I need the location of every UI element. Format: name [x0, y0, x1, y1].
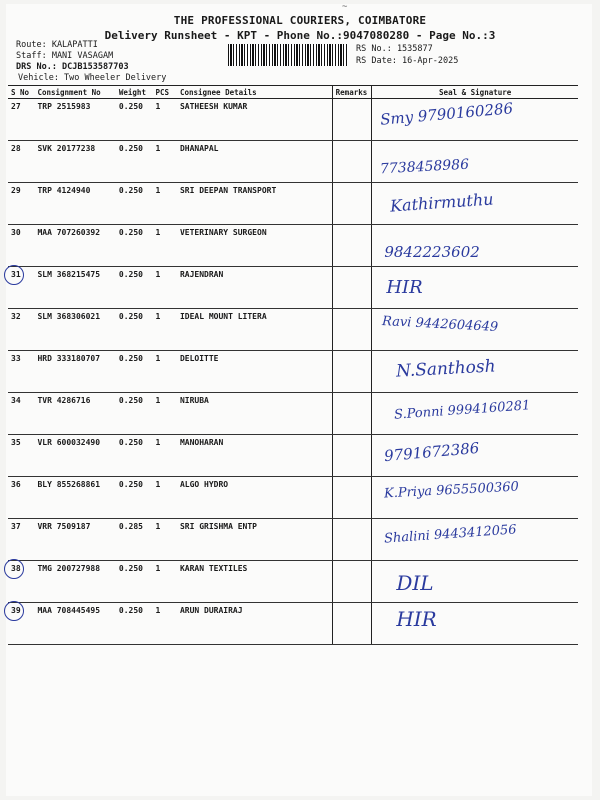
- row-weight: 0.250: [116, 225, 153, 267]
- signature: Kathirmuthu: [389, 189, 495, 216]
- row-consignee: ALGO HYDRO: [177, 477, 332, 519]
- row-sno: 32: [8, 309, 34, 351]
- row-sno: 33: [8, 351, 34, 393]
- row-sno: [8, 267, 34, 309]
- row-signature-cell: [372, 225, 578, 267]
- row-consignment: VLR 600032490: [34, 435, 115, 477]
- col-pcs: PCS: [153, 86, 177, 99]
- row-pcs: 1: [153, 309, 177, 351]
- row-pcs: 1: [153, 267, 177, 309]
- table-row: [8, 351, 578, 393]
- row-pcs: 1: [153, 603, 177, 645]
- row-pcs: 1: [153, 141, 177, 183]
- row-remarks: [332, 309, 372, 351]
- row-pcs: 1: [153, 393, 177, 435]
- row-weight: 0.250: [116, 393, 153, 435]
- row-weight: 0.250: [116, 603, 153, 645]
- row-sno: 34: [8, 393, 34, 435]
- row-remarks: [332, 519, 372, 561]
- row-consignment: TMG 200727988: [34, 561, 115, 603]
- row-consignee: VETERINARY SURGEON: [177, 225, 332, 267]
- signature: 7738458986: [379, 156, 470, 178]
- row-signature-cell: [372, 561, 578, 603]
- row-consignee: SRI GRISHMA ENTP: [177, 519, 332, 561]
- circle-mark-icon: [4, 265, 24, 285]
- row-consignee: ARUN DURAIRAJ: [177, 603, 332, 645]
- row-consignee: DHANAPAL: [177, 141, 332, 183]
- signature: 9842223602: [384, 243, 480, 261]
- row-pcs: 1: [153, 99, 177, 141]
- row-consignee: RAJENDRAN: [177, 267, 332, 309]
- row-pcs: 1: [153, 183, 177, 225]
- table-row: [8, 519, 578, 561]
- row-consignment: TVR 4286716: [34, 393, 115, 435]
- row-signature-cell: [372, 435, 578, 477]
- row-sno: 35: [8, 435, 34, 477]
- row-signature-cell: [372, 99, 578, 141]
- signature: Shalini 9443412056: [383, 522, 518, 547]
- staff-label: Staff: MANI VASAGAM: [16, 51, 114, 61]
- row-consignee: KARAN TEXTILES: [177, 561, 332, 603]
- row-consignment: TRP 4124940: [34, 183, 115, 225]
- table-row: [8, 477, 578, 519]
- row-remarks: [332, 351, 372, 393]
- col-consignee: Consignee Details: [177, 86, 332, 99]
- row-sno: [8, 603, 34, 645]
- row-consignment: BLY 855268861: [34, 477, 115, 519]
- signature: N.Santhosh: [395, 356, 497, 382]
- table-row: [8, 225, 578, 267]
- row-signature-cell: [372, 183, 578, 225]
- row-weight: 0.250: [116, 267, 153, 309]
- table-row: [8, 267, 578, 309]
- signature: K.Priya 9655500360: [384, 479, 520, 502]
- drs-label: DRS No.: DCJB153587703: [16, 62, 129, 72]
- row-consignment: SVK 20177238: [34, 141, 115, 183]
- row-remarks: [332, 183, 372, 225]
- row-pcs: 1: [153, 561, 177, 603]
- row-signature-cell: [372, 477, 578, 519]
- row-consignment: VRR 7509187: [34, 519, 115, 561]
- runsheet-subtitle: Delivery Runsheet - KPT - Phone No.:9047080280 - Page No.:3: [104, 29, 496, 42]
- row-weight: 0.250: [116, 309, 153, 351]
- row-pcs: 1: [153, 477, 177, 519]
- row-sno: 27: [8, 99, 34, 141]
- signature: 9791672386: [383, 438, 481, 466]
- signature: HIR: [396, 607, 437, 631]
- row-weight: 0.250: [116, 183, 153, 225]
- row-remarks: [332, 393, 372, 435]
- col-seal: Seal & Signature: [372, 86, 578, 99]
- row-consignment: HRD 333180707: [34, 351, 115, 393]
- row-remarks: [332, 267, 372, 309]
- row-pcs: 1: [153, 225, 177, 267]
- table-header-row: [8, 86, 578, 99]
- delivery-table: [8, 85, 578, 645]
- signature: Ravi 9442604649: [382, 313, 499, 336]
- row-consignment: SLM 368306021: [34, 309, 115, 351]
- table-row: [8, 141, 578, 183]
- vehicle-label: Vehicle: Two Wheeler Delivery: [18, 73, 167, 83]
- row-pcs: 1: [153, 435, 177, 477]
- row-remarks: [332, 477, 372, 519]
- row-weight: 0.250: [116, 351, 153, 393]
- row-signature-cell: [372, 603, 578, 645]
- row-signature-cell: [372, 141, 578, 183]
- row-signature-cell: [372, 267, 578, 309]
- row-signature-cell: [372, 519, 578, 561]
- row-sno-text: 39: [11, 606, 21, 615]
- row-pcs: 1: [153, 351, 177, 393]
- row-signature-cell: [372, 309, 578, 351]
- circle-mark-icon: [4, 601, 24, 621]
- table-row: [8, 435, 578, 477]
- table-row: [8, 603, 578, 645]
- ink-mark-icon: ~: [342, 2, 348, 12]
- row-sno: 36: [8, 477, 34, 519]
- row-sno: 28: [8, 141, 34, 183]
- table-row: [8, 561, 578, 603]
- signature: S.Ponni 9994160281: [393, 398, 532, 423]
- row-remarks: [332, 561, 372, 603]
- row-consignment: TRP 2515983: [34, 99, 115, 141]
- row-sno: 30: [8, 225, 34, 267]
- rs-date: RS Date: 16-Apr-2025: [356, 56, 459, 66]
- table-row: [8, 99, 578, 141]
- row-consignment: SLM 368215475: [34, 267, 115, 309]
- row-remarks: [332, 141, 372, 183]
- company-title: THE PROFESSIONAL COURIERS, COIMBATORE: [173, 14, 427, 27]
- table-row: [8, 393, 578, 435]
- row-sno: [8, 561, 34, 603]
- row-sno-text: 31: [11, 270, 21, 279]
- row-consignee: SRI DEEPAN TRANSPORT: [177, 183, 332, 225]
- row-sno: 29: [8, 183, 34, 225]
- row-consignee: NIRUBA: [177, 393, 332, 435]
- row-consignee: IDEAL MOUNT LITERA: [177, 309, 332, 351]
- row-consignee: DELOITTE: [177, 351, 332, 393]
- col-sno: S No: [8, 86, 34, 99]
- col-weight: Weight: [116, 86, 153, 99]
- signature: Smy 9790160286: [379, 99, 515, 129]
- row-sno-text: 38: [11, 564, 21, 573]
- row-weight: 0.285: [116, 519, 153, 561]
- row-pcs: 1: [153, 519, 177, 561]
- row-weight: 0.250: [116, 477, 153, 519]
- col-consignment: Consignment No: [34, 86, 115, 99]
- circle-mark-icon: [4, 559, 24, 579]
- row-weight: 0.250: [116, 141, 153, 183]
- signature: HIR: [386, 277, 423, 298]
- signature: DIL: [396, 571, 434, 595]
- table-row: [8, 183, 578, 225]
- row-remarks: [332, 435, 372, 477]
- row-weight: 0.250: [116, 99, 153, 141]
- rs-number: RS No.: 1535877: [356, 44, 433, 54]
- barcode-icon: [228, 44, 348, 66]
- row-consignee: MANOHARAN: [177, 435, 332, 477]
- row-signature-cell: [372, 351, 578, 393]
- row-signature-cell: [372, 393, 578, 435]
- row-remarks: [332, 603, 372, 645]
- row-consignee: SATHEESH KUMAR: [177, 99, 332, 141]
- row-consignment: MAA 707260392: [34, 225, 115, 267]
- row-consignment: MAA 708445495: [34, 603, 115, 645]
- row-weight: 0.250: [116, 435, 153, 477]
- row-sno: 37: [8, 519, 34, 561]
- row-remarks: [332, 225, 372, 267]
- row-weight: 0.250: [116, 561, 153, 603]
- route-label: Route: KALAPATTI: [16, 40, 98, 50]
- table-row: [8, 309, 578, 351]
- col-remarks: Remarks: [332, 86, 372, 99]
- row-remarks: [332, 99, 372, 141]
